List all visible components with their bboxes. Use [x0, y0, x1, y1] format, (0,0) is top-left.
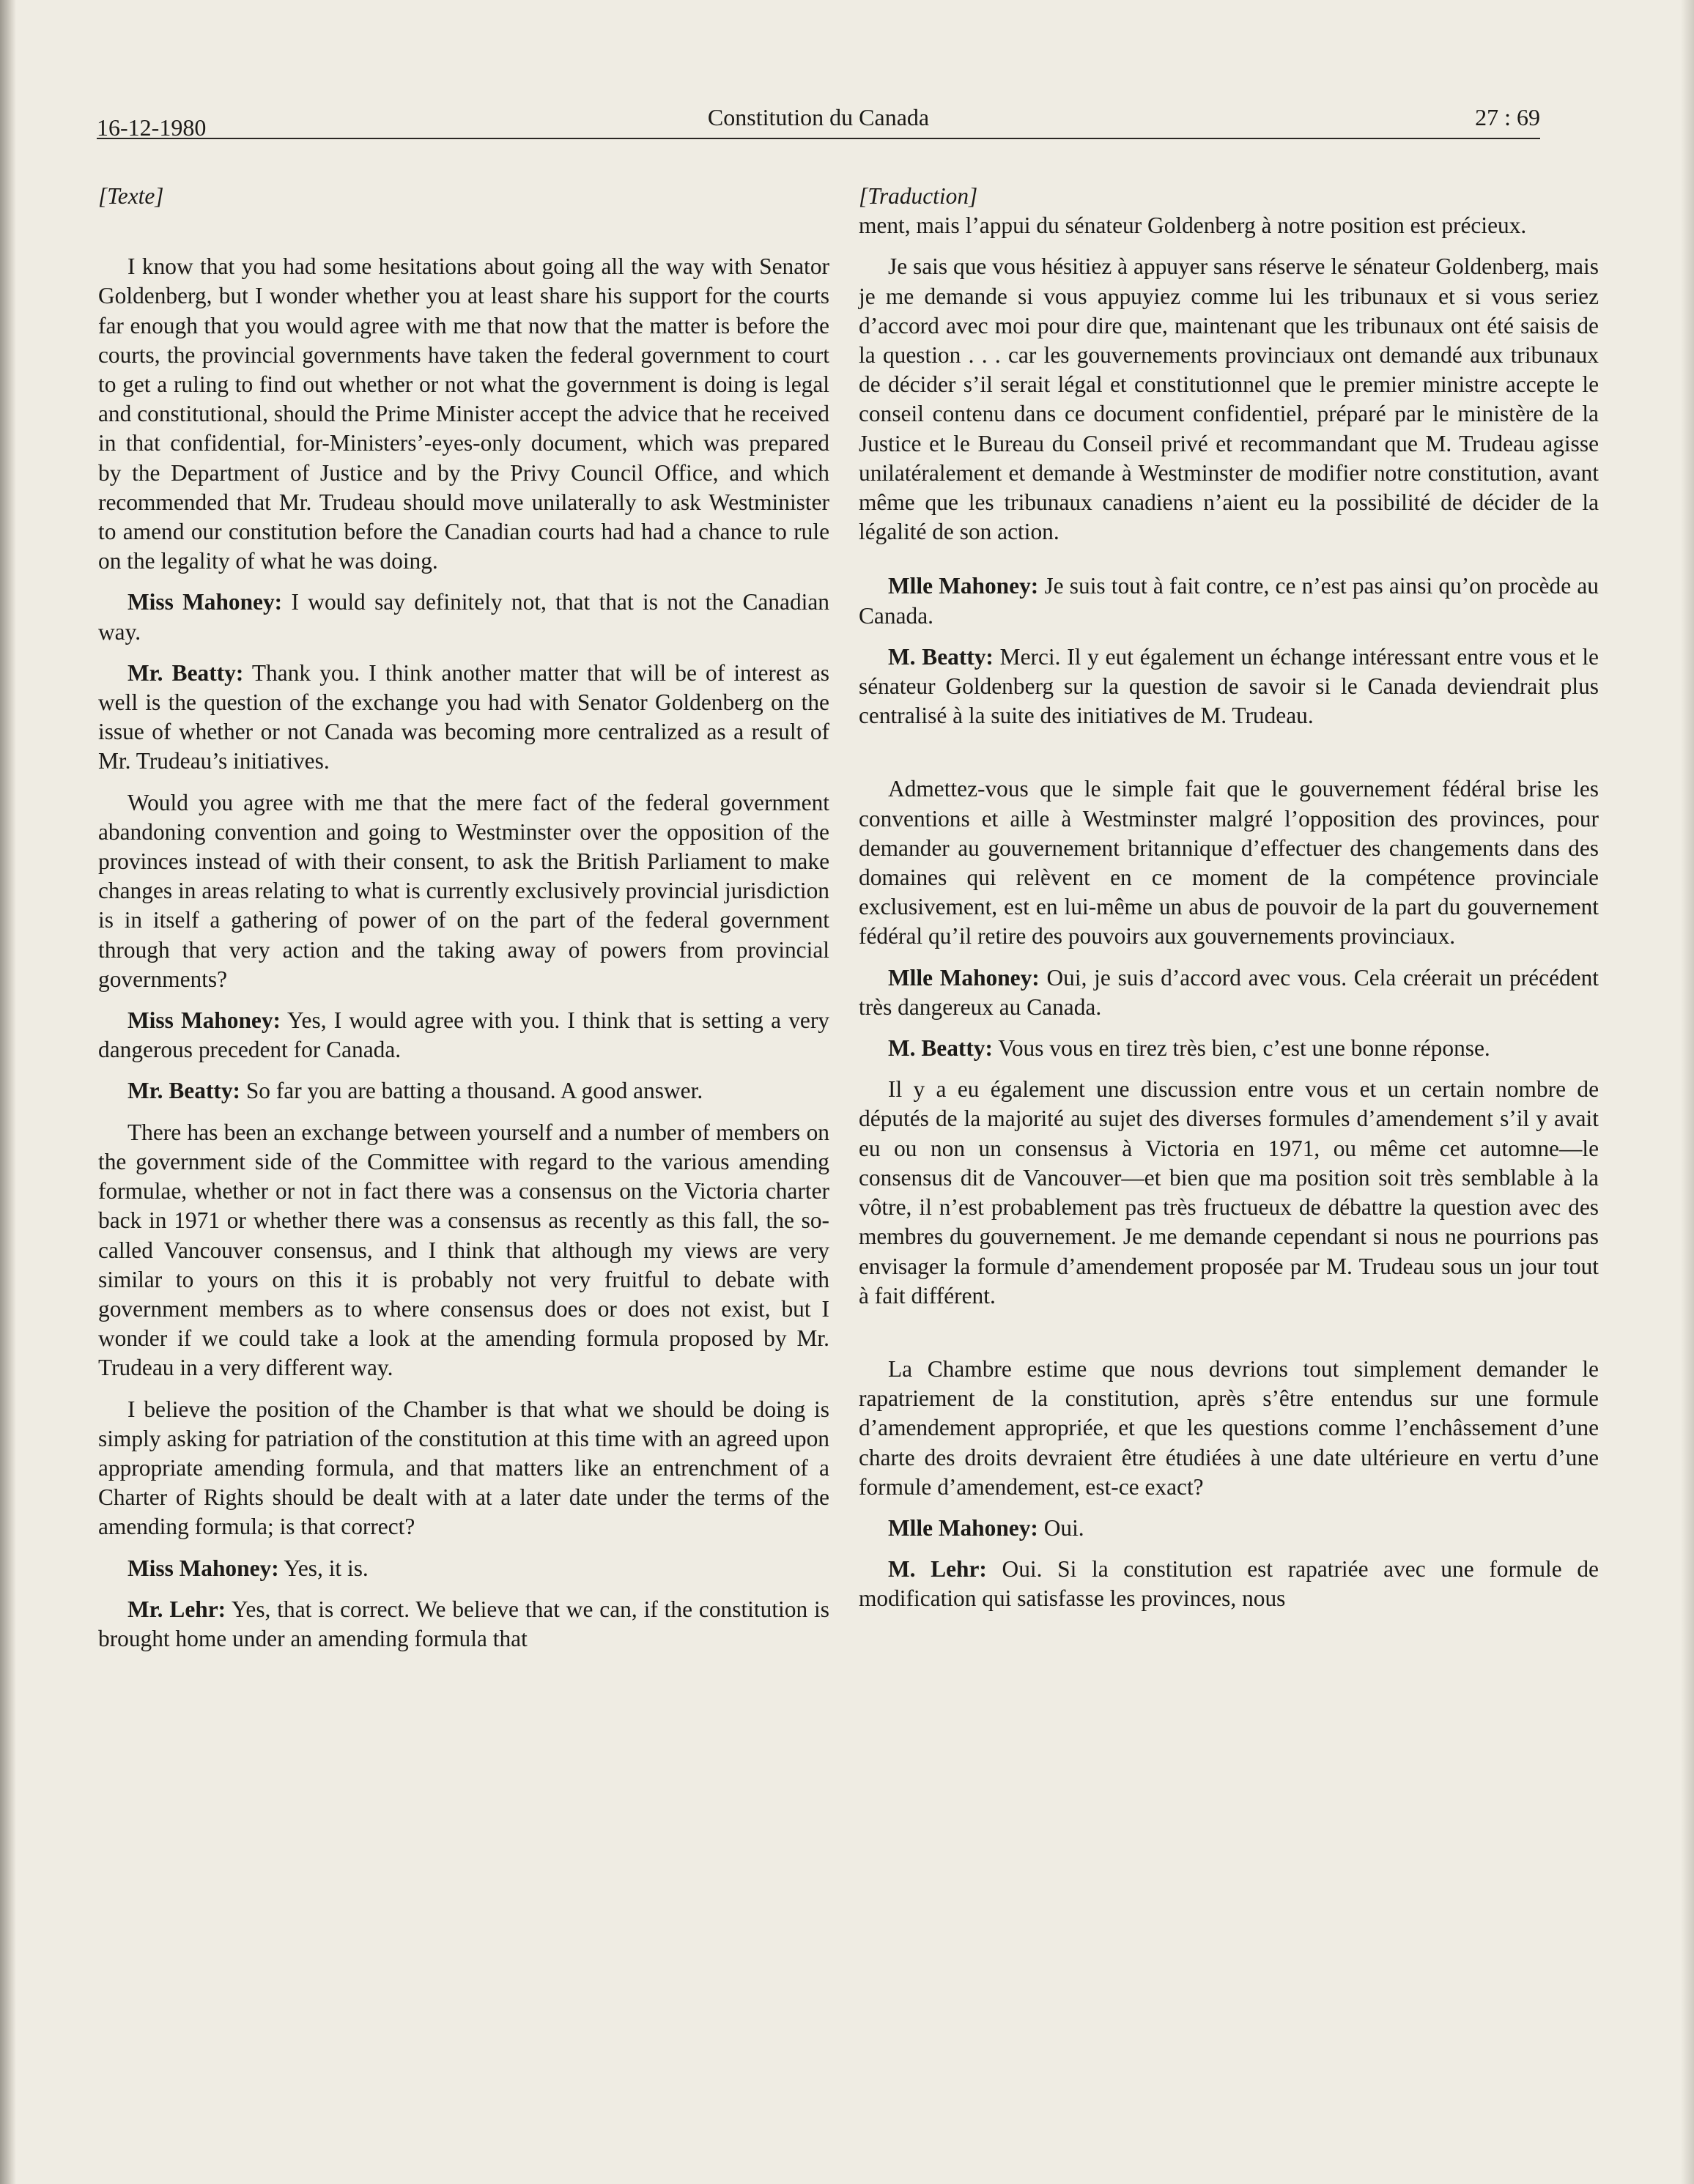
speaker-name: Mlle Mahoney:	[888, 573, 1039, 599]
language-label: [Traduction]	[859, 183, 978, 209]
speech-text: Vous vous en tirez très bien, c’est une bonne réponse.	[992, 1035, 1490, 1062]
paragraph: There has been an exchange between yourself and a number of members on the government side of the Committee with regard to the various amending formulae, whether or not in fact there was a consensus on the Victoria charter back in 1971 or whether there was a consensus as recently as this fall, the so-called Vancouver consensus, and I think that although my views are very similar to yours on this it is probably not very fruitful to debate with government members as to where consensus does or does not exist, but I wonder if we could take a look at the amending formula proposed by Mr. Trudeau in a very different way.	[98, 1119, 829, 1381]
speaker-paragraph	[98, 588, 829, 646]
speaker-paragraph	[859, 1514, 1599, 1543]
paragraph: Admettez-vous que le simple fait que le gouvernement fédéral brise les conventions et aille à Westminster malgré l’opposition des provinces, pour demander au gouvernement britannique d’effectuer des changements dans des domaines qui relèvent en ce moment de la compétence provinciale exclusivement, est en lui-même un abus de pouvoir de la part du gouvernement fédéral qu’il retire des pouvoirs aux gouvernements provinciaux.	[859, 776, 1599, 950]
speaker-paragraph	[98, 1006, 829, 1065]
header-title: Constitution du Canada	[707, 104, 930, 130]
paragraph: Would you agree with me that the mere fact of the federal government abandoning convention and going to Westminster over the opposition of the provinces instead of with their consent, to ask the British Parliament to make changes in areas relating to what is currently exclusively provincial jurisdiction is in itself a gathering of power of on the part of the federal government through that very action and the taking away of powers from provincial governments?	[98, 789, 829, 992]
speaker-paragraph	[859, 1034, 1599, 1063]
speech-text: Yes, that is correct. We believe that we can, if the constitution is brought home under an amending formula that	[98, 1596, 829, 1651]
speaker-paragraph	[859, 643, 1599, 731]
speech-text: Oui. Si la constitution est rapatriée avec une formule de modification qui satisfasse les provinces, nous	[859, 1556, 1599, 1612]
header-date: 16-12-1980	[97, 114, 207, 141]
speaker-paragraph	[98, 1595, 829, 1654]
paragraph: I know that you had some hesitations about going all the way with Senator Goldenberg, but I wonder whether you at least share his support for the courts far enough that you would agree with me that now that the matter is before the courts, the provincial governments have taken the federal government to court to get a ruling to find out whether or not what the government is doing is legal and constitutional, should the Prime Minister accept the advice that he received in that confidential, for-Ministers’-eyes-only document, which was prepared by the Department of Justice and by the Privy Council Office, and which recommended that Mr. Trudeau should move unilaterally to ask Westminister to amend our constitution before the Canadian courts had had a chance to rule on the legality of what he was doing.	[98, 253, 829, 574]
speech-text: Oui.	[1038, 1514, 1084, 1541]
speaker-name: Mr. Beatty:	[127, 659, 244, 686]
speech-text: Merci. Il y eut également un échange intéressant entre vous et le sénateur Goldenberg sur la question de savoir si le Canada deviendrait plus centralisé à la suite des initiatives de M. Trudeau.	[859, 643, 1599, 729]
english-column	[98, 182, 829, 1665]
speaker-name: Miss Mahoney:	[127, 1007, 281, 1034]
speech-text: Yes, it is.	[278, 1555, 369, 1581]
speech-text: Oui, je suis d’accord avec vous. Cela créerait un précédent très dangereux au Canada.	[859, 964, 1599, 1020]
header-page-number: 27 : 69	[1475, 104, 1540, 130]
page-edge-shadow	[1681, 0, 1694, 2184]
speaker-name: Mlle Mahoney:	[888, 964, 1040, 991]
speaker-name: M. Beatty:	[888, 1035, 993, 1062]
speech-text: I would say definitely not, that that is not the Canadian way.	[98, 589, 829, 645]
french-column	[859, 182, 1599, 1626]
speaker-paragraph	[859, 963, 1599, 1022]
page-binding-shadow	[0, 0, 16, 2184]
paragraph: La Chambre estime que nous devrions tout simplement demander le rapatriement de la constitution, après s’être entendus sur une formule d’amendement appropriée, et que les questions comme l’enchâssement d’une charte des droits devraient être étudiées à une date ultérieure en vertu d’une formule d’amendement, est-ce exact?	[859, 1355, 1599, 1500]
language-label: [Texte]	[98, 183, 164, 209]
speaker-name: Mr. Beatty:	[127, 1078, 240, 1104]
speech-text: Yes, I would agree with you. I think that is setting a very dangerous precedent for Canada.	[98, 1007, 829, 1063]
speaker-name: Mr. Lehr:	[127, 1596, 226, 1622]
speaker-paragraph	[859, 1555, 1599, 1613]
paragraph: I believe the position of the Chamber is that what we should be doing is simply asking for patriation of the constitution at this time with an agreed upon appropriate amending formula, and that matters like an entrenchment of a Charter of Rights should be dealt with at a later date under the terms of the amending formula; is that correct?	[98, 1396, 829, 1540]
paragraph: ment, mais l’appui du sénateur Goldenberg à notre position est précieux.	[859, 212, 1527, 239]
speaker-name: Mlle Mahoney:	[888, 1514, 1038, 1541]
paragraph: Il y a eu également une discussion entre vous et un certain nombre de députés de la majorité au sujet des diverses formules d’amendement s’il y avait eu ou non un consensus à Victoria en 1971, ou même cet automne—le consensus dit de Vancouver—et bien que ma position soit très semblable à la vôtre, il n’est probablement pas très fructueux de débattre la question avec des membres du gouvernement. Je me demande cependant si nous ne pourrions pas envisager la formule d’amendement proposée par M. Trudeau sous un jour tout à fait différent.	[859, 1076, 1599, 1308]
speaker-name: Miss Mahoney:	[127, 1555, 279, 1581]
speaker-paragraph	[859, 571, 1599, 630]
speaker-paragraph	[98, 1554, 829, 1583]
paragraph: Je sais que vous hésitiez à appuyer sans réserve le sénateur Goldenberg, mais je me demande si vous appuyiez comme lui les tribunaux et si vous seriez d’accord avec moi pour dire que, maintenant que les tribunaux ont été saisis de la question . . . car les gouvernements provinciaux ont demandé aux tribunaux de décider s’il serait légal et constitutionnel que le premier ministre accepte le conseil contenu dans ce document confidentiel, préparé par le ministère de la Justice et le Bureau du Conseil privé et recommandant que M. Trudeau agisse unilatéralement et demande à Westminster de modifier notre constitution, avant même que les tribunaux canadiens n’aient eu la possibilité de décider de la légalité de son action.	[859, 253, 1599, 545]
speech-text: So far you are batting a thousand. A good answer.	[240, 1078, 703, 1104]
speaker-name: M. Beatty:	[888, 643, 994, 670]
speaker-name: M. Lehr:	[888, 1556, 987, 1583]
running-header	[97, 101, 1540, 141]
speaker-paragraph	[98, 1076, 829, 1106]
speaker-paragraph	[98, 659, 829, 777]
header-rule	[97, 138, 1540, 139]
speech-text: Thank you. I think another matter that will be of interest as well is the question of the exchange you had with Senator Goldenberg on the issue of whether or not Canada was becoming more centralized as a result of Mr. Trudeau’s initiatives.	[98, 659, 829, 774]
speech-text: Je suis tout à fait contre, ce n’est pas ainsi qu’on procède au Canada.	[859, 573, 1599, 629]
speaker-name: Miss Mahoney:	[127, 589, 283, 615]
